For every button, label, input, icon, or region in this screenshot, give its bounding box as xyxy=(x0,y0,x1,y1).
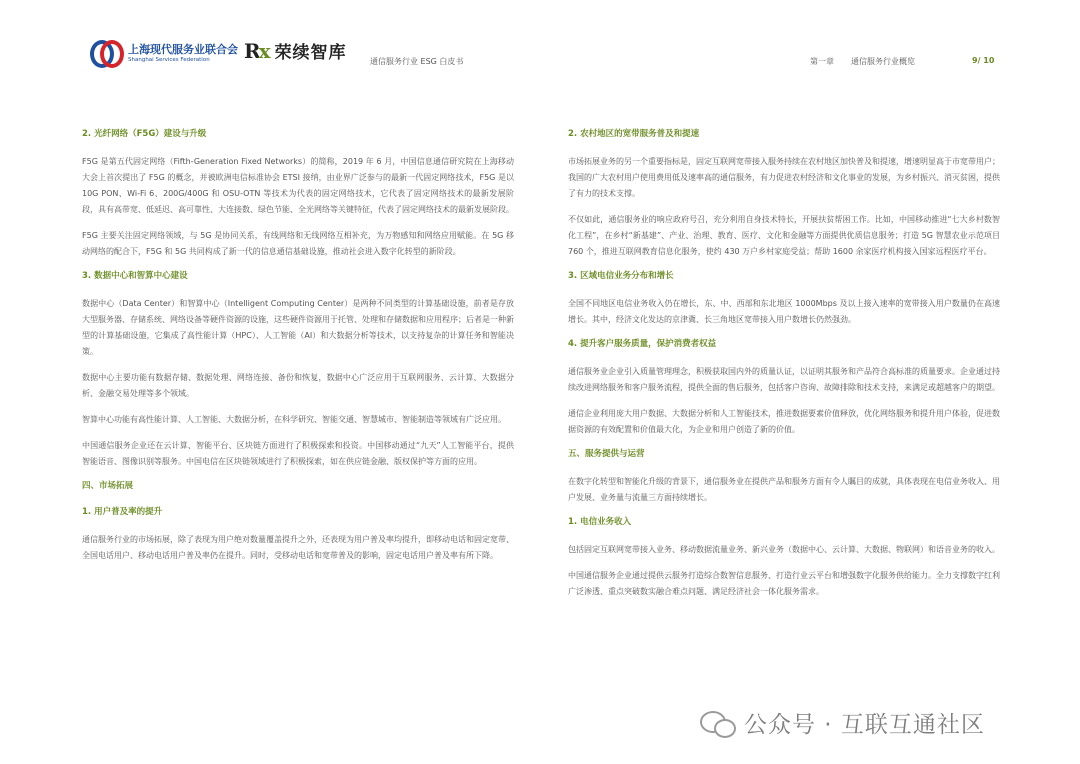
page-header xyxy=(0,0,1080,90)
section-heading: 2. 农村地区的宽带服务普及和提速 xyxy=(568,129,700,139)
paragraph: 数据中心主要功能有数据存储、数据处理、网络连接、备份和恢复，数据中心广泛应用于互联网服务、云计算、大数据分析、金融交易处理等多个领域。 xyxy=(82,373,514,398)
paragraph: 通信企业利用庞大用户数据、大数据分析和人工智能技术，推进数据要素价值释放，优化网络服务和提升用户体验，促进数据资源的有效配置和价值最大化，为企业和用户创造了新的价值。 xyxy=(568,409,1000,434)
shanghai-services-federation-logo xyxy=(90,40,238,68)
chapter-title: 通信服务行业概览 xyxy=(851,57,915,66)
federation-name-en: Shanghai Services Federation xyxy=(128,57,210,64)
wechat-icon xyxy=(700,709,736,737)
section-heading: 3. 区域电信业务分布和增长 xyxy=(568,271,674,281)
paragraph: 不仅如此，通信服务业的响应政府号召，充分利用自身技术特长，开展扶贫帮困工作。比如，中国移动推进“七大乡村数智化工程”，在乡村“新基建”、产业、治理、教育、医疗、文化和金融等方面提供优质信息服务；打造 5G 智慧农业示范项目 760 个，推进互联网教育信息化服务，使约 430 万户乡村家庭受益；帮助 1600 余家医疗机构接入国家远程医疗平台。 xyxy=(568,215,1000,256)
section-heading: 3. 数据中心和智算中心建设 xyxy=(82,271,188,281)
paragraph: 全国不同地区电信业务收入仍在增长，东、中、西部和东北地区 1000Mbps 及以上接入速率的宽带接入用户数量仍在高速增长。其中，经济文化发达的京津冀、长三角地区宽带接入用户数增长仍然强劲。 xyxy=(568,299,1000,324)
rongxu-think-tank-logo xyxy=(244,38,347,63)
federation-emblem-icon xyxy=(90,40,122,68)
paragraph: 在数字化转型和智能化升级的背景下，通信服务业在提供产品和服务方面有令人瞩目的成就，具体表现在电信业务收入、用户发展、业务量与流量三方面持续增长。 xyxy=(568,477,1000,502)
document-title: 通信服务行业 ESG 白皮书 xyxy=(370,57,464,66)
think-tank-name: 荣续智库 xyxy=(274,43,347,63)
paragraph: 中国通信服务企业还在云计算、智能平台、区块链方面进行了积极探索和投资。中国移动通过“九天”人工智能平台，提供智能语音、图像识别等服务。中国电信在区块链领域进行了积极探索，如在供应链金融、版权保护等方面的应用。 xyxy=(82,441,514,466)
left-column xyxy=(82,128,514,574)
paragraph: 通信服务行业的市场拓展，除了表现为用户绝对数量覆盖提升之外，还表现为用户普及率均提升，即移动电话和固定宽带、全国电话用户、移动电话用户普及率仍在提升。同时，受移动电话和宽带普及的影响，固定电话用户普及率有所下降。 xyxy=(82,535,514,560)
paragraph: F5G 是第五代固定网络（Fifth-Generation Fixed Networks）的简称，2019 年 6 月，中国信息通信研究院在上海移动大会上首次提出了 F5G 的概念，并被欧洲电信标准协会 ETSI 接纳，由业界广泛参与的最新一代固定网络技术，F5G 是以 10G PON、Wi-Fi 6、200G/400G 和 OSU-OTN 等技术为代表的固定网络技术，它代表了固定网络技术的最新发展阶段，具有高带宽、低延迟、高可靠性、大连接数、绿色节能、全光网络等关键特征，代表了固定网络技术的最新发展阶段。 xyxy=(82,157,514,214)
section-heading: 1. 用户普及率的提升 xyxy=(82,507,163,517)
rx-emblem-icon: Rx xyxy=(244,38,269,63)
right-column xyxy=(568,128,1000,610)
section-heading: 四、市场拓展 xyxy=(82,481,134,491)
paragraph: 智算中心功能有高性能计算、人工智能、大数据分析，在科学研究、智能交通、智慧城市、智能制造等领域有广泛应用。 xyxy=(82,415,506,424)
federation-name-cn: 上海现代服务业联合会 xyxy=(128,43,238,57)
section-heading: 1. 电信业务收入 xyxy=(568,517,632,527)
wechat-watermark xyxy=(700,706,985,739)
paragraph: 中国通信服务企业通过提供云服务打造综合数智信息服务、打造行业云平台和增强数字化服务供给能力。全力支撑数字红利广泛渗透、重点突破数实融合难点问题、满足经济社会一体化服务需求。 xyxy=(568,571,1000,596)
paragraph: F5G 主要关注固定网络领域，与 5G 是协同关系，有线网络和无线网络互相补充，为万物感知和网络应用赋能。在 5G 移动网络的配合下，F5G 和 5G 共同构成了新一代的信息通信基础设施，推动社会进入数字化转型的新阶段。 xyxy=(82,231,514,256)
paragraph: 市场拓展业务的另一个重要指标是，固定互联网宽带接入服务持续在农村地区加快普及和提速，增速明显高于市宽带用户；我国的广大农村用户使用费用低及速率高的通信服务，有力促进农村经济和文化事业的发展，为乡村振兴、消灭贫困，提供了有力的技术支撑。 xyxy=(568,157,1000,198)
paragraph: 通信服务业企业引入质量管理理念，积极获取国内外的质量认证，以证明其服务和产品符合高标准的质量要求。企业通过持续改进网络服务和客户服务流程，提供全面的售后服务，包括客户咨询、故障排除和技术支持，来满足或超越客户的期望。 xyxy=(568,367,1000,392)
chapter-label: 第一章 xyxy=(810,57,834,66)
section-heading: 五、服务提供与运营 xyxy=(568,449,645,459)
page-number: 9/ 10 xyxy=(972,56,995,65)
section-heading: 2. 光纤网络（F5G）建设与升级 xyxy=(82,129,207,139)
watermark-text: 公众号 · 互联互通社区 xyxy=(744,712,985,738)
paragraph: 包括固定互联网宽带接入业务、移动数据流量业务、新兴业务（数据中心、云计算、大数据、物联网）和语音业务的收入。 xyxy=(568,545,1000,554)
section-heading: 4. 提升客户服务质量，保护消费者权益 xyxy=(568,339,717,349)
paragraph: 数据中心（Data Center）和智算中心（Intelligent Computing Center）是两种不同类型的计算基础设施，前者是存放大型服务器、存储系统、网络设备等硬件资源的设施，这些硬件资源用于托管、处理和存储数据和应用程序；后者是一种新型的计算基础设施，它集成了高性能计算（HPC）、人工智能（AI）和大数据分析等技术，以支持复杂的计算任务和智能决策。 xyxy=(82,299,514,356)
